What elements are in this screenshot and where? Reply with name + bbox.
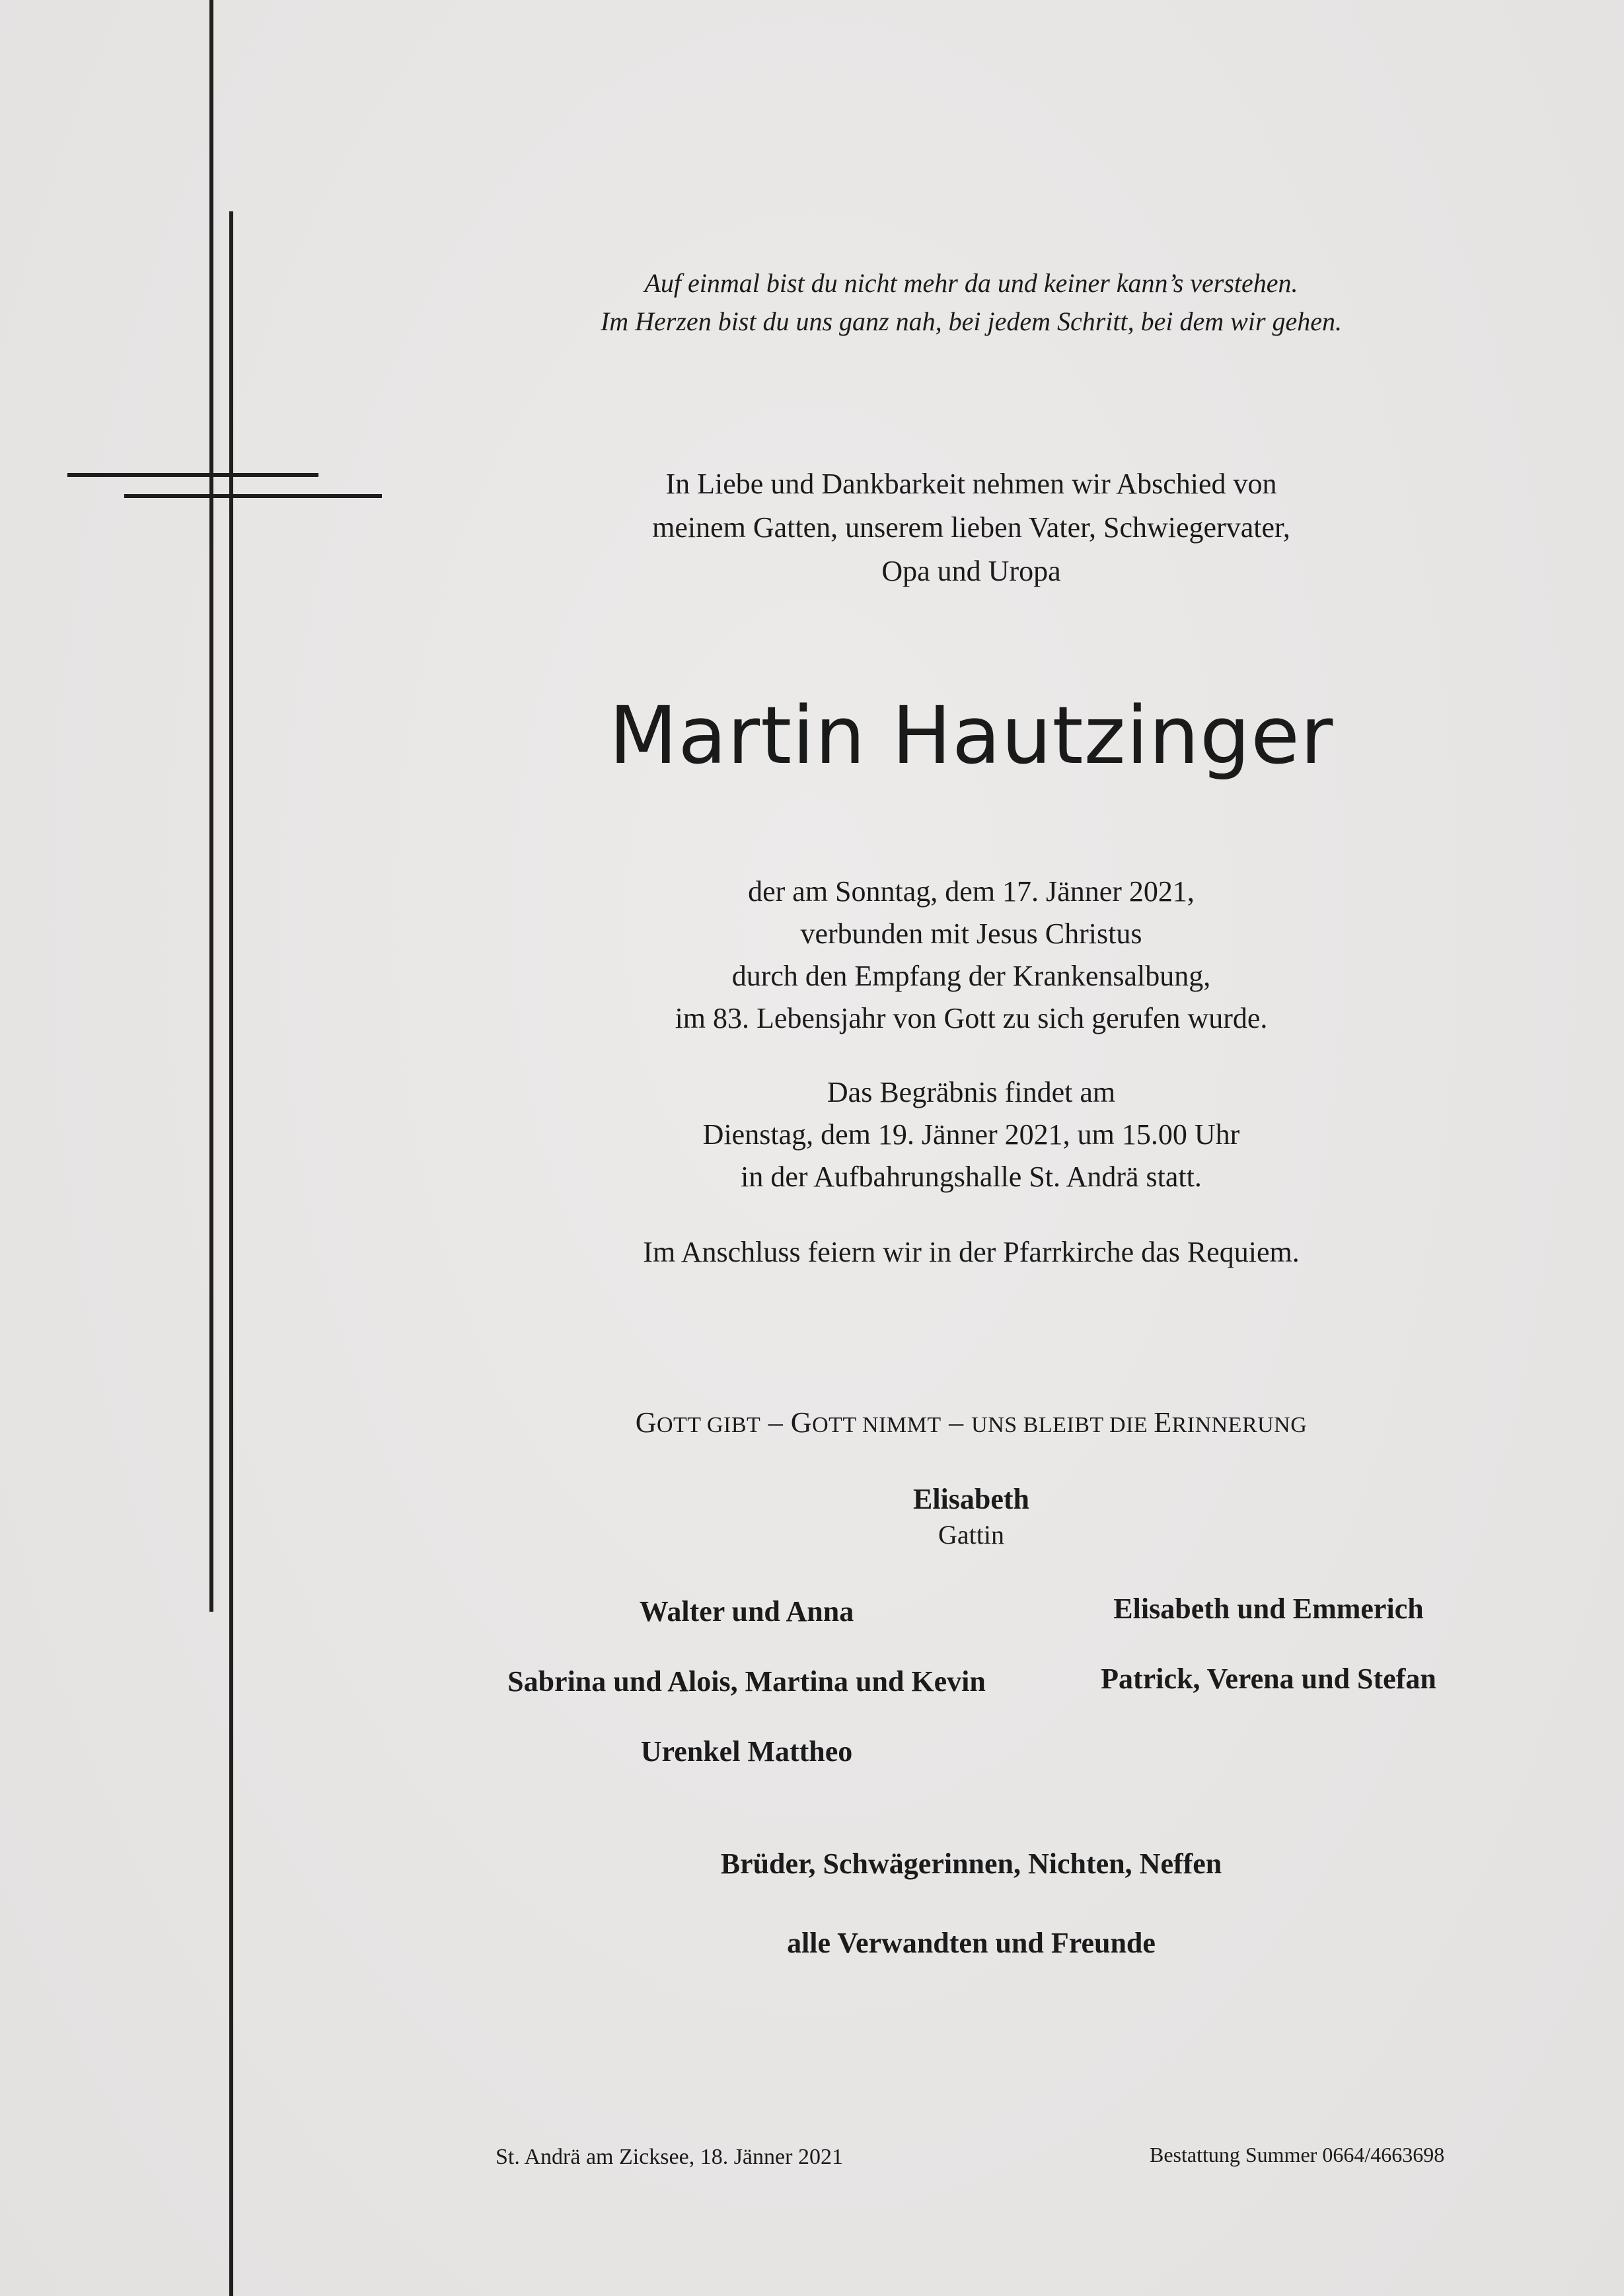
cross-vertical-line-right [229, 211, 233, 2296]
friends-line: alle Verwandten und Freunde [787, 1927, 1156, 1959]
spouse-role: Gattin [938, 1520, 1004, 1550]
funeral-line-3: in der Aufbahrungshalle St. Andrä statt. [741, 1161, 1202, 1193]
motto-t4: RINNERUNG [1171, 1413, 1308, 1437]
funeral-line-2: Dienstag, dem 19. Jänner 2021, um 15.00 Uhr [702, 1118, 1240, 1151]
place-and-date: St. Andrä am Zicksee, 18. Jänner 2021 [496, 2145, 843, 2169]
death-notice [429, 871, 1513, 1040]
relatives-line: Brüder, Schwägerinnen, Nichten, Neffen [720, 1848, 1222, 1880]
intro-line-1: In Liebe und Dankbarkeit nehmen wir Abschied von [665, 468, 1277, 500]
motto-t1: OTT GIBT [656, 1413, 761, 1437]
family-right-column [1031, 1591, 1506, 1731]
family-member: Elisabeth und Emmerich [1113, 1593, 1424, 1625]
motto-g2: G [790, 1406, 813, 1439]
funeral-notice [429, 1071, 1513, 1198]
family-member: Patrick, Verena und Stefan [1101, 1663, 1436, 1695]
motto-dash2: – [941, 1406, 972, 1439]
motto-g1: G [635, 1406, 657, 1439]
memorial-motto [429, 1403, 1513, 1445]
death-line-4: im 83. Lebensjahr von Gott zu sich gerufen wurde. [675, 1002, 1268, 1034]
undertaker-contact: Bestattung Summer 0664/4663698 [1150, 2143, 1445, 2167]
spouse-name: Elisabeth [912, 1483, 1030, 1515]
memorial-poem [429, 264, 1513, 341]
cross-horizontal-line-top [67, 473, 318, 477]
cross-vertical-line-left [209, 0, 213, 1612]
family-member: Sabrina und Alois, Martina und Kevin [507, 1665, 986, 1698]
family-member: Walter und Anna [639, 1595, 854, 1628]
intro-line-2: meinem Gatten, unserem lieben Vater, Schwiegervater, [652, 511, 1290, 544]
poem-line-2: Im Herzen bist du uns ganz nah, bei jedem Schritt, bei dem wir gehen. [600, 306, 1343, 336]
death-line-3: durch den Empfang der Krankensalbung, [731, 960, 1211, 992]
funeral-line-1: Das Begräbnis findet am [827, 1076, 1116, 1108]
death-line-1: der am Sonntag, dem 17. Jänner 2021, [748, 875, 1195, 908]
farewell-intro [429, 462, 1513, 593]
motto-t3: UNS BLEIBT DIE [971, 1413, 1154, 1437]
motto-e: E [1154, 1406, 1172, 1439]
requiem-notice: Im Anschluss feiern wir in der Pfarrkirche das Requiem. [643, 1236, 1300, 1268]
motto-t2: OTT NIMMT [812, 1413, 941, 1437]
poem-line-1: Auf einmal bist du nicht mehr da und keiner kann’s verstehen. [644, 268, 1298, 298]
family-left-column [449, 1593, 1044, 1803]
deceased-name: Martin Hautzinger [609, 690, 1334, 782]
motto-dash1: – [760, 1406, 791, 1439]
cross-horizontal-line-bottom [124, 494, 382, 498]
family-member: Urenkel Mattheo [640, 1735, 853, 1768]
intro-line-3: Opa und Uropa [881, 555, 1061, 587]
death-line-2: verbunden mit Jesus Christus [800, 917, 1142, 950]
